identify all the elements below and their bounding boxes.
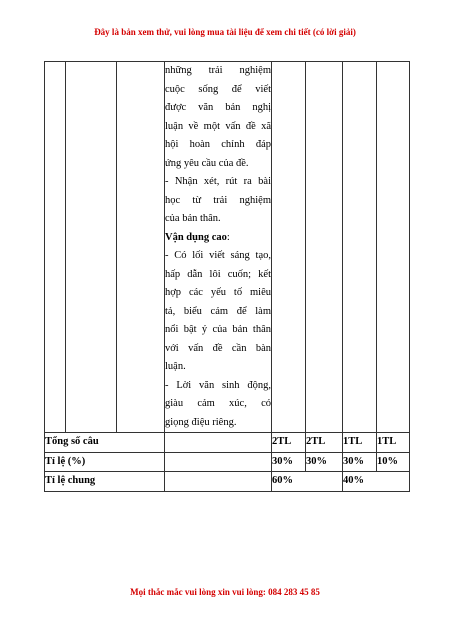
- description-line: - Có lối viết sáng tạo,: [165, 250, 271, 261]
- value-cell: 30%: [306, 452, 343, 472]
- description-line: - Lời văn sinh động,: [165, 379, 271, 391]
- contact-notice-footer: Mọi thắc mắc vui lòng xin vui lòng: 084 283 45 85: [130, 587, 320, 597]
- empty-cell: [165, 472, 272, 492]
- value-cell: 30%: [343, 452, 377, 472]
- description-line: những trải nghiệm: [165, 65, 271, 76]
- description-line: với vấn đề cần bàn: [165, 342, 271, 354]
- requirement-description-cell: [165, 62, 272, 433]
- description-line: nổi bật ý của bản thân: [165, 324, 271, 335]
- description-line: luận.: [165, 361, 186, 372]
- value-cell: 2TL: [272, 433, 306, 453]
- overall-percentage-row: [45, 472, 410, 492]
- empty-cell: [272, 62, 306, 433]
- empty-cell: [165, 433, 272, 453]
- row-label: Tỉ lệ (%): [45, 452, 165, 472]
- description-line: tả, biểu cảm để làm: [165, 305, 271, 317]
- description-line: học từ trải nghiệm: [165, 194, 271, 206]
- level-heading: [165, 229, 271, 248]
- level-heading-label: Vận dụng cao: [165, 231, 227, 243]
- empty-cell: [306, 62, 343, 433]
- empty-cell: [377, 62, 410, 433]
- empty-cell: [343, 62, 377, 433]
- value-cell: 10%: [377, 452, 410, 472]
- description-line: hội hoàn chỉnh đáp: [165, 139, 271, 150]
- row-label: Tỉ lệ chung: [45, 472, 165, 492]
- empty-cell: [66, 62, 117, 433]
- value-cell: 40%: [343, 472, 410, 492]
- total-questions-row: [45, 433, 410, 453]
- description-line: giọng điệu riêng.: [165, 416, 237, 428]
- description-line: của bản thân.: [165, 213, 221, 224]
- value-cell: 1TL: [343, 433, 377, 453]
- value-cell: 2TL: [306, 433, 343, 453]
- value-cell: 30%: [272, 452, 306, 472]
- description-line: được văn bản nghị: [165, 102, 271, 113]
- preview-notice-header: Đây là bản xem thử, vui lòng mua tài liệu để xem chi tiết (có lời giải): [94, 27, 356, 37]
- empty-cell: [117, 62, 165, 433]
- description-line: - Nhận xét, rút ra bài: [165, 176, 271, 187]
- empty-cell: [165, 452, 272, 472]
- value-cell: 1TL: [377, 433, 410, 453]
- value-cell: 60%: [272, 472, 343, 492]
- description-line: ứng yêu cầu của đề.: [165, 157, 249, 169]
- description-line: giàu cảm xúc, có: [165, 398, 271, 409]
- percentage-row: [45, 452, 410, 472]
- description-line: cuộc sống để viết: [165, 83, 271, 95]
- description-line: hợp các yếu tố miêu: [165, 287, 271, 298]
- empty-cell: [45, 62, 66, 433]
- description-line: hấp dẫn lôi cuốn; kết: [165, 268, 271, 280]
- description-line: luận về một vấn đề xã: [165, 120, 271, 132]
- content-row: [45, 62, 410, 433]
- row-label: Tổng số câu: [45, 433, 165, 453]
- level-heading-colon: :: [226, 231, 230, 243]
- matrix-table: [44, 61, 410, 492]
